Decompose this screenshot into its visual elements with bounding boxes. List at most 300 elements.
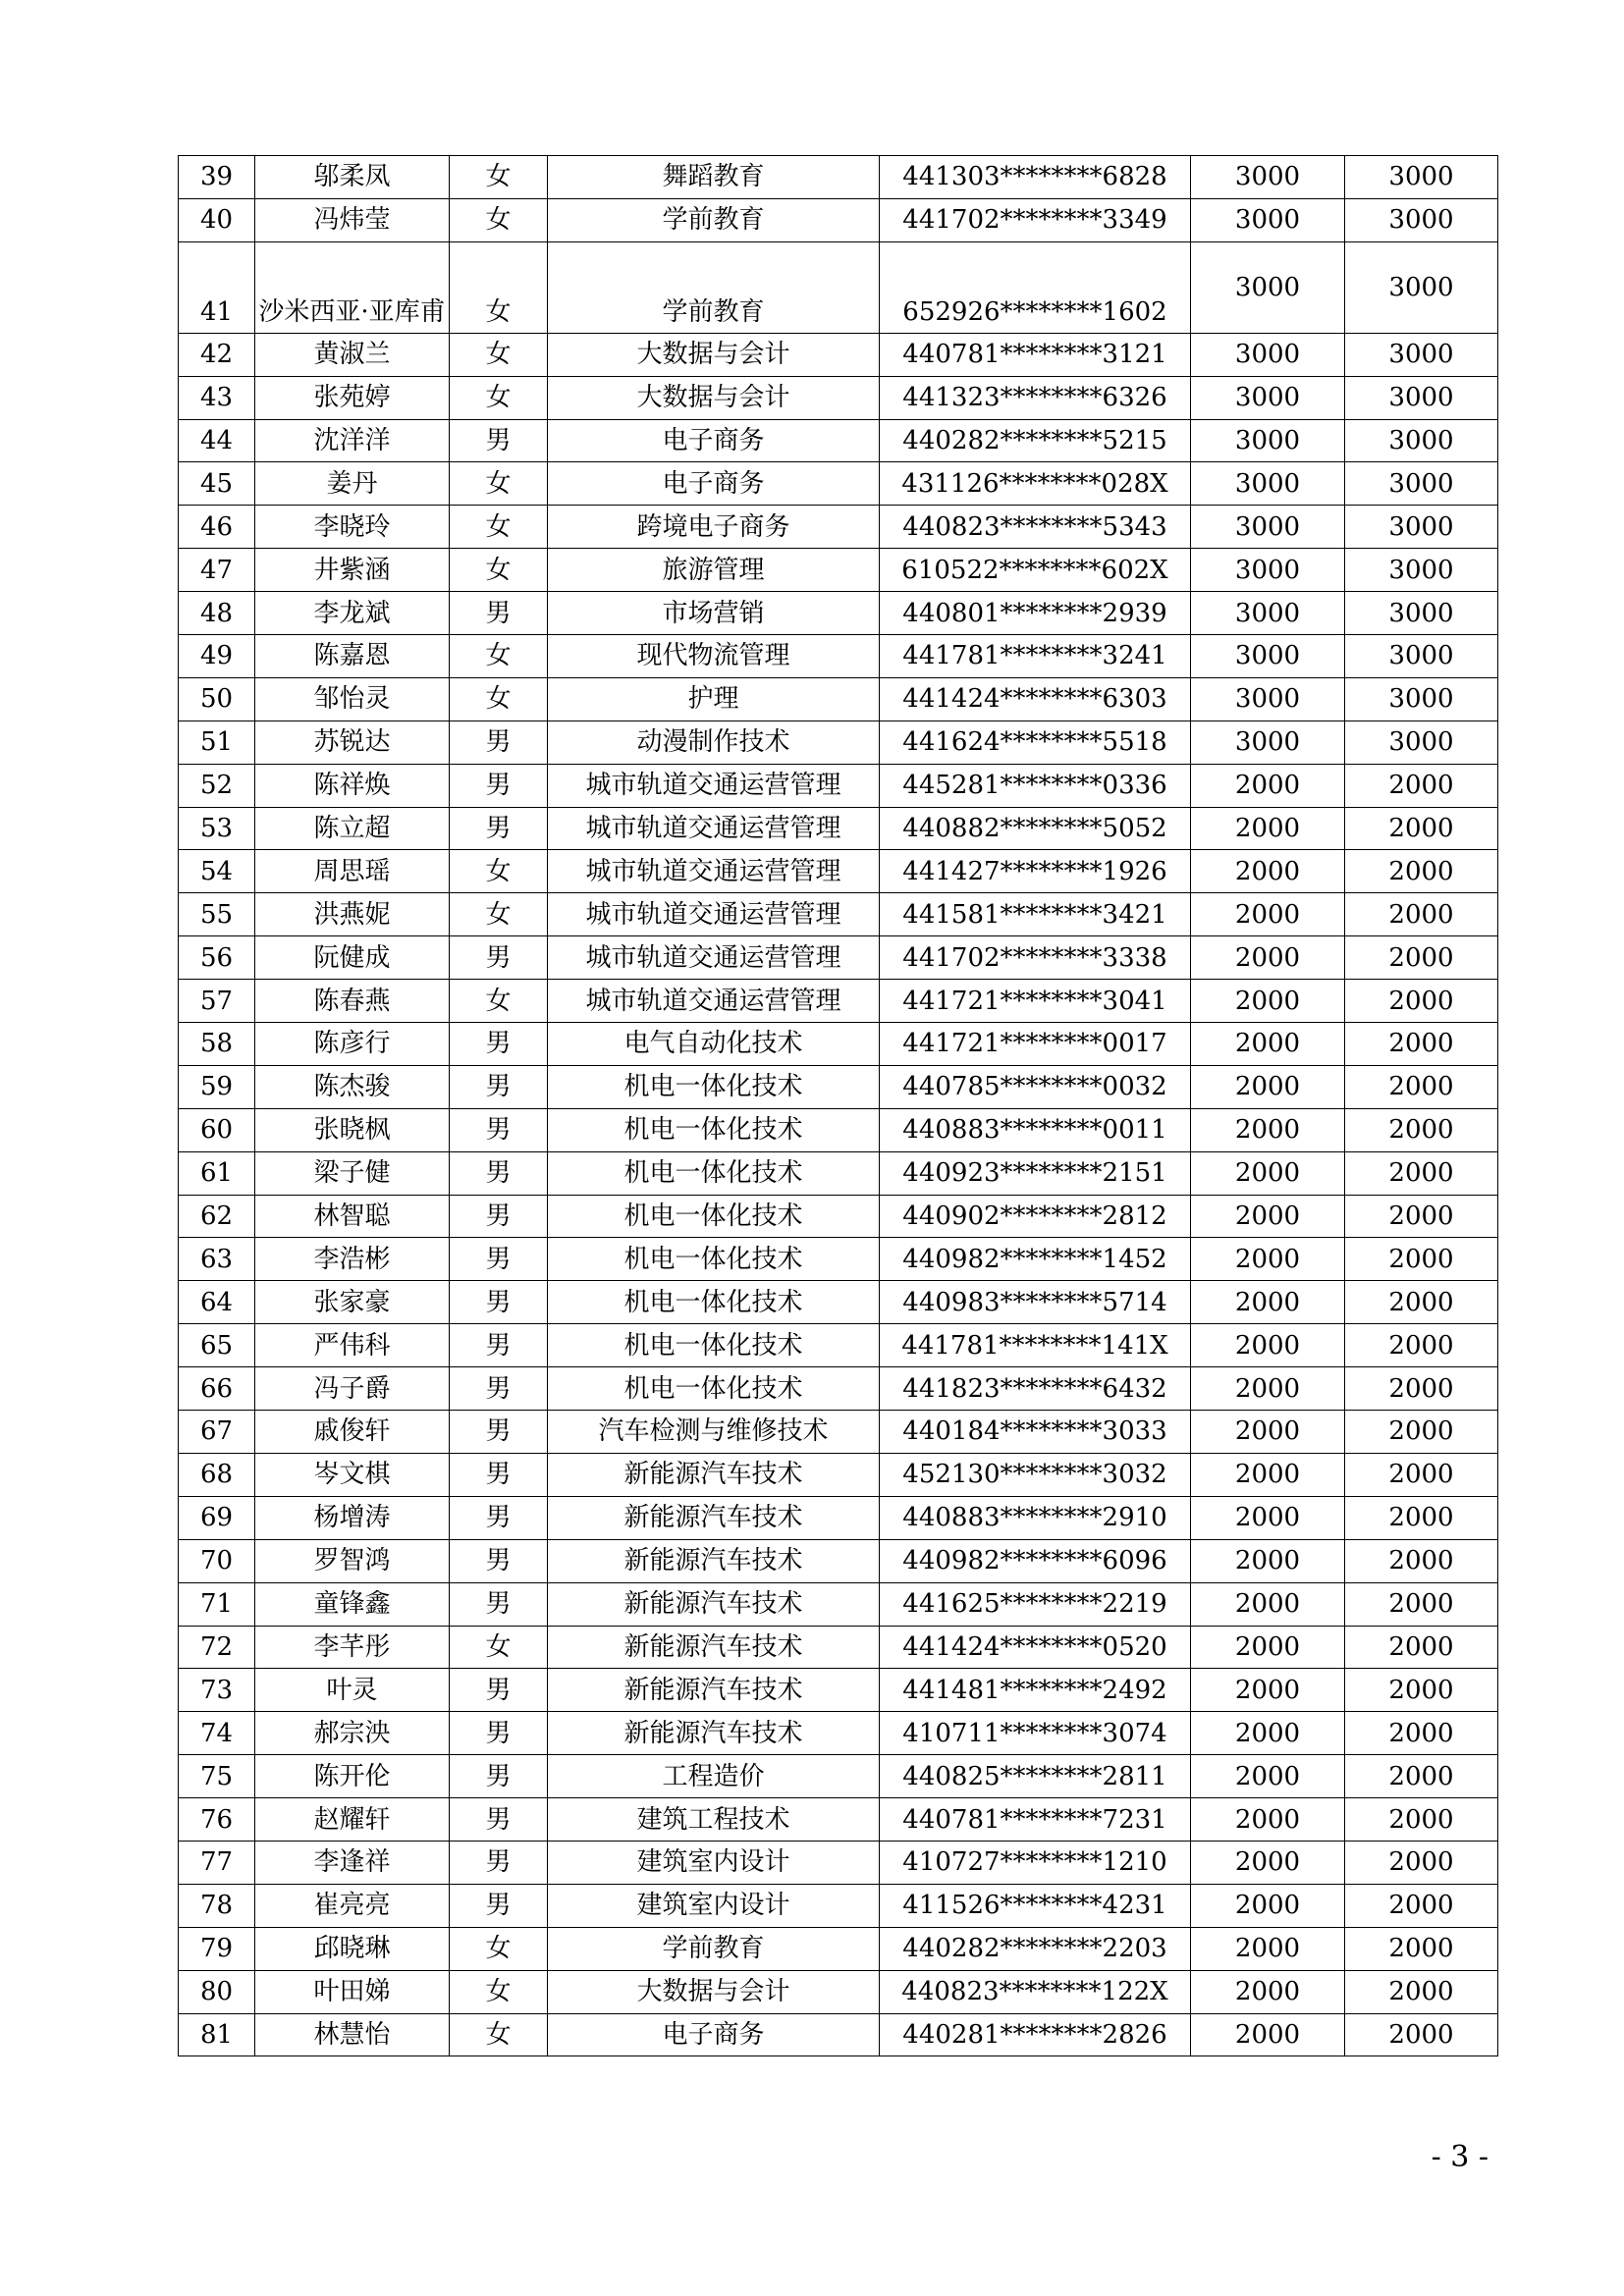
id-number-cell: 440823********122X: [880, 1970, 1191, 2013]
row-index-cell: 55: [179, 893, 255, 936]
id-number-cell: 440785********0032: [880, 1065, 1191, 1108]
student-name-cell: 李逢祥: [255, 1841, 450, 1884]
student-name-cell: 陈杰骏: [255, 1065, 450, 1108]
table-row: [179, 1453, 1498, 1496]
gender-cell: 男: [450, 1023, 548, 1066]
row-index-cell: 81: [179, 2013, 255, 2056]
amount-b-cell: 2000: [1345, 1023, 1498, 1066]
row-index-cell: 74: [179, 1712, 255, 1755]
major-cell: 新能源汽车技术: [548, 1453, 880, 1496]
id-number-cell: 441702********3349: [880, 198, 1191, 241]
student-name-cell: 陈春燕: [255, 980, 450, 1023]
student-name-cell: 阮健成: [255, 936, 450, 980]
id-number-cell: 445281********0336: [880, 764, 1191, 807]
amount-b-cell: 3000: [1345, 198, 1498, 241]
student-name-cell: 冯炜莹: [255, 198, 450, 241]
gender-cell: 男: [450, 1151, 548, 1195]
major-cell: 机电一体化技术: [548, 1195, 880, 1238]
amount-b-cell: 3000: [1345, 241, 1498, 333]
row-index-cell: 67: [179, 1411, 255, 1454]
id-number-cell: 440883********2910: [880, 1496, 1191, 1539]
table-row: [179, 1324, 1498, 1367]
major-cell: 机电一体化技术: [548, 1151, 880, 1195]
row-index-cell: 59: [179, 1065, 255, 1108]
id-number-cell: 440781********7231: [880, 1798, 1191, 1842]
gender-cell: 女: [450, 850, 548, 893]
row-index-cell: 66: [179, 1367, 255, 1411]
gender-cell: 女: [450, 549, 548, 592]
major-cell: 机电一体化技术: [548, 1281, 880, 1324]
student-name-cell: 戚俊轩: [255, 1411, 450, 1454]
major-cell: 旅游管理: [548, 549, 880, 592]
row-index-cell: 48: [179, 592, 255, 635]
gender-cell: 男: [450, 1195, 548, 1238]
table-row: [179, 807, 1498, 850]
gender-cell: 男: [450, 1065, 548, 1108]
major-cell: 电子商务: [548, 2013, 880, 2056]
row-index-cell: 42: [179, 333, 255, 376]
gender-cell: 男: [450, 936, 548, 980]
row-index-cell: 40: [179, 198, 255, 241]
row-index-cell: 73: [179, 1669, 255, 1712]
row-index-cell: 80: [179, 1970, 255, 2013]
id-number-cell: 441427********1926: [880, 850, 1191, 893]
table-row: [179, 893, 1498, 936]
gender-cell: 男: [450, 1496, 548, 1539]
amount-a-cell: 3000: [1191, 677, 1345, 721]
major-cell: 电气自动化技术: [548, 1023, 880, 1066]
amount-a-cell: 3000: [1191, 721, 1345, 764]
amount-a-cell: 2000: [1191, 936, 1345, 980]
gender-cell: 男: [450, 1108, 548, 1151]
amount-b-cell: 2000: [1345, 1669, 1498, 1712]
row-index-cell: 65: [179, 1324, 255, 1367]
row-index-cell: 53: [179, 807, 255, 850]
id-number-cell: 441323********6326: [880, 376, 1191, 419]
amount-b-cell: 2000: [1345, 1324, 1498, 1367]
major-cell: 城市轨道交通运营管理: [548, 980, 880, 1023]
major-cell: 大数据与会计: [548, 1970, 880, 2013]
table-row: [179, 635, 1498, 678]
row-index-cell: 62: [179, 1195, 255, 1238]
amount-a-cell: 2000: [1191, 1023, 1345, 1066]
student-name-cell: 张家豪: [255, 1281, 450, 1324]
table-row: [179, 1108, 1498, 1151]
row-index-cell: 75: [179, 1755, 255, 1798]
student-name-cell: 陈祥焕: [255, 764, 450, 807]
amount-a-cell: 2000: [1191, 807, 1345, 850]
id-number-cell: 441424********6303: [880, 677, 1191, 721]
table-row: [179, 1884, 1498, 1927]
major-cell: 新能源汽车技术: [548, 1712, 880, 1755]
gender-cell: 男: [450, 1841, 548, 1884]
student-name-cell: 林慧怡: [255, 2013, 450, 2056]
amount-a-cell: 3000: [1191, 592, 1345, 635]
id-number-cell: 440982********6096: [880, 1539, 1191, 1582]
row-index-cell: 77: [179, 1841, 255, 1884]
amount-a-cell: 3000: [1191, 419, 1345, 462]
amount-b-cell: 2000: [1345, 850, 1498, 893]
gender-cell: 男: [450, 1712, 548, 1755]
student-table-body: [179, 156, 1498, 2056]
row-index-cell: 44: [179, 419, 255, 462]
gender-cell: 男: [450, 1669, 548, 1712]
student-name-cell: 井紫涵: [255, 549, 450, 592]
student-name-cell: 邹怡灵: [255, 677, 450, 721]
id-number-cell: 440282********5215: [880, 419, 1191, 462]
amount-a-cell: 3000: [1191, 506, 1345, 549]
row-index-cell: 43: [179, 376, 255, 419]
student-name-cell: 邱晓琳: [255, 1927, 450, 1970]
table-row: [179, 980, 1498, 1023]
table-row: [179, 1669, 1498, 1712]
major-cell: 学前教育: [548, 198, 880, 241]
amount-b-cell: 2000: [1345, 1411, 1498, 1454]
table-row: [179, 1065, 1498, 1108]
major-cell: 建筑室内设计: [548, 1841, 880, 1884]
table-row: [179, 241, 1498, 333]
student-name-cell: 洪燕妮: [255, 893, 450, 936]
row-index-cell: 70: [179, 1539, 255, 1582]
amount-b-cell: 2000: [1345, 1798, 1498, 1842]
student-name-cell: 李龙斌: [255, 592, 450, 635]
table-row: [179, 1195, 1498, 1238]
student-name-cell: 张晓枫: [255, 1108, 450, 1151]
row-index-cell: 41: [179, 241, 255, 333]
major-cell: 动漫制作技术: [548, 721, 880, 764]
amount-a-cell: 3000: [1191, 549, 1345, 592]
amount-a-cell: 2000: [1191, 1712, 1345, 1755]
table-row: [179, 1626, 1498, 1669]
id-number-cell: 440883********0011: [880, 1108, 1191, 1151]
gender-cell: 男: [450, 1798, 548, 1842]
amount-a-cell: 2000: [1191, 893, 1345, 936]
student-name-cell: 陈嘉恩: [255, 635, 450, 678]
major-cell: 新能源汽车技术: [548, 1496, 880, 1539]
row-index-cell: 54: [179, 850, 255, 893]
table-row: [179, 419, 1498, 462]
id-number-cell: 410711********3074: [880, 1712, 1191, 1755]
gender-cell: 女: [450, 506, 548, 549]
amount-b-cell: 2000: [1345, 1712, 1498, 1755]
id-number-cell: 440823********5343: [880, 506, 1191, 549]
table-row: [179, 156, 1498, 199]
student-name-cell: 沙米西亚·亚库甫: [255, 241, 450, 333]
student-name-cell: 沈洋洋: [255, 419, 450, 462]
table-row: [179, 1151, 1498, 1195]
amount-a-cell: 3000: [1191, 333, 1345, 376]
table-row: [179, 333, 1498, 376]
row-index-cell: 71: [179, 1582, 255, 1626]
amount-a-cell: 2000: [1191, 850, 1345, 893]
major-cell: 新能源汽车技术: [548, 1626, 880, 1669]
table-row: [179, 1411, 1498, 1454]
major-cell: 护理: [548, 677, 880, 721]
row-index-cell: 76: [179, 1798, 255, 1842]
amount-b-cell: 2000: [1345, 1195, 1498, 1238]
id-number-cell: 441624********5518: [880, 721, 1191, 764]
table-row: [179, 850, 1498, 893]
row-index-cell: 68: [179, 1453, 255, 1496]
table-row: [179, 1023, 1498, 1066]
amount-b-cell: 2000: [1345, 1539, 1498, 1582]
gender-cell: 女: [450, 333, 548, 376]
amount-b-cell: 3000: [1345, 592, 1498, 635]
major-cell: 工程造价: [548, 1755, 880, 1798]
amount-a-cell: 2000: [1191, 1065, 1345, 1108]
amount-a-cell: 2000: [1191, 1496, 1345, 1539]
id-number-cell: 441721********3041: [880, 980, 1191, 1023]
table-row: [179, 764, 1498, 807]
major-cell: 新能源汽车技术: [548, 1582, 880, 1626]
student-name-cell: 严伟科: [255, 1324, 450, 1367]
student-name-cell: 陈立超: [255, 807, 450, 850]
table-row: [179, 1798, 1498, 1842]
student-name-cell: 杨增涛: [255, 1496, 450, 1539]
id-number-cell: 411526********4231: [880, 1884, 1191, 1927]
amount-a-cell: 3000: [1191, 635, 1345, 678]
amount-b-cell: 3000: [1345, 462, 1498, 506]
id-number-cell: 440923********2151: [880, 1151, 1191, 1195]
row-index-cell: 45: [179, 462, 255, 506]
table-row: [179, 721, 1498, 764]
student-name-cell: 周思瑶: [255, 850, 450, 893]
row-index-cell: 79: [179, 1927, 255, 1970]
major-cell: 机电一体化技术: [548, 1367, 880, 1411]
table-row: [179, 1281, 1498, 1324]
student-name-cell: 姜丹: [255, 462, 450, 506]
table-row: [179, 592, 1498, 635]
amount-a-cell: 2000: [1191, 1970, 1345, 2013]
row-index-cell: 57: [179, 980, 255, 1023]
id-number-cell: 440982********1452: [880, 1238, 1191, 1281]
gender-cell: 男: [450, 1884, 548, 1927]
amount-b-cell: 2000: [1345, 1927, 1498, 1970]
gender-cell: 女: [450, 462, 548, 506]
student-name-cell: 张苑婷: [255, 376, 450, 419]
amount-b-cell: 2000: [1345, 1108, 1498, 1151]
amount-b-cell: 2000: [1345, 936, 1498, 980]
table-row: [179, 1539, 1498, 1582]
amount-b-cell: 3000: [1345, 635, 1498, 678]
amount-b-cell: 2000: [1345, 2013, 1498, 2056]
amount-b-cell: 2000: [1345, 980, 1498, 1023]
major-cell: 舞蹈教育: [548, 156, 880, 199]
student-name-cell: 李晓玲: [255, 506, 450, 549]
student-name-cell: 林智聪: [255, 1195, 450, 1238]
amount-a-cell: 2000: [1191, 1927, 1345, 1970]
table-row: [179, 1927, 1498, 1970]
student-name-cell: 李浩彬: [255, 1238, 450, 1281]
amount-b-cell: 2000: [1345, 1367, 1498, 1411]
student-name-cell: 罗智鸿: [255, 1539, 450, 1582]
amount-a-cell: 2000: [1191, 2013, 1345, 2056]
major-cell: 城市轨道交通运营管理: [548, 850, 880, 893]
row-index-cell: 50: [179, 677, 255, 721]
table-row: [179, 936, 1498, 980]
id-number-cell: 441303********6828: [880, 156, 1191, 199]
row-index-cell: 69: [179, 1496, 255, 1539]
gender-cell: 男: [450, 1367, 548, 1411]
amount-a-cell: 3000: [1191, 241, 1345, 333]
row-index-cell: 58: [179, 1023, 255, 1066]
table-row: [179, 1496, 1498, 1539]
id-number-cell: 440281********2826: [880, 2013, 1191, 2056]
major-cell: 跨境电子商务: [548, 506, 880, 549]
table-row: [179, 198, 1498, 241]
gender-cell: 女: [450, 376, 548, 419]
amount-b-cell: 2000: [1345, 1755, 1498, 1798]
gender-cell: 男: [450, 1582, 548, 1626]
amount-a-cell: 2000: [1191, 1324, 1345, 1367]
amount-a-cell: 3000: [1191, 156, 1345, 199]
gender-cell: 女: [450, 677, 548, 721]
gender-cell: 女: [450, 156, 548, 199]
major-cell: 城市轨道交通运营管理: [548, 764, 880, 807]
amount-b-cell: 2000: [1345, 1582, 1498, 1626]
major-cell: 建筑室内设计: [548, 1884, 880, 1927]
gender-cell: 男: [450, 1411, 548, 1454]
student-name-cell: 李芊彤: [255, 1626, 450, 1669]
amount-b-cell: 2000: [1345, 1281, 1498, 1324]
gender-cell: 男: [450, 1281, 548, 1324]
id-number-cell: 610522********602X: [880, 549, 1191, 592]
major-cell: 现代物流管理: [548, 635, 880, 678]
amount-a-cell: 2000: [1191, 1238, 1345, 1281]
id-number-cell: 652926********1602: [880, 241, 1191, 333]
major-cell: 城市轨道交通运营管理: [548, 893, 880, 936]
row-index-cell: 78: [179, 1884, 255, 1927]
major-cell: 机电一体化技术: [548, 1238, 880, 1281]
student-name-cell: 黄淑兰: [255, 333, 450, 376]
student-name-cell: 叶灵: [255, 1669, 450, 1712]
student-name-cell: 梁子健: [255, 1151, 450, 1195]
gender-cell: 男: [450, 1755, 548, 1798]
amount-a-cell: 2000: [1191, 1798, 1345, 1842]
student-name-cell: 郝宗泱: [255, 1712, 450, 1755]
amount-a-cell: 2000: [1191, 1755, 1345, 1798]
student-name-cell: 陈开伦: [255, 1755, 450, 1798]
id-number-cell: 441424********0520: [880, 1626, 1191, 1669]
gender-cell: 男: [450, 721, 548, 764]
amount-a-cell: 2000: [1191, 1884, 1345, 1927]
row-index-cell: 51: [179, 721, 255, 764]
id-number-cell: 410727********1210: [880, 1841, 1191, 1884]
table-row: [179, 1582, 1498, 1626]
amount-b-cell: 3000: [1345, 333, 1498, 376]
major-cell: 机电一体化技术: [548, 1108, 880, 1151]
row-index-cell: 63: [179, 1238, 255, 1281]
major-cell: 汽车检测与维修技术: [548, 1411, 880, 1454]
amount-b-cell: 2000: [1345, 1496, 1498, 1539]
amount-a-cell: 3000: [1191, 376, 1345, 419]
major-cell: 机电一体化技术: [548, 1324, 880, 1367]
row-index-cell: 39: [179, 156, 255, 199]
id-number-cell: 440902********2812: [880, 1195, 1191, 1238]
table-row: [179, 1238, 1498, 1281]
id-number-cell: 441721********0017: [880, 1023, 1191, 1066]
amount-b-cell: 3000: [1345, 549, 1498, 592]
gender-cell: 女: [450, 980, 548, 1023]
row-index-cell: 60: [179, 1108, 255, 1151]
student-name-cell: 苏锐达: [255, 721, 450, 764]
gender-cell: 女: [450, 893, 548, 936]
student-name-cell: 岑文棋: [255, 1453, 450, 1496]
amount-a-cell: 2000: [1191, 1582, 1345, 1626]
gender-cell: 男: [450, 1324, 548, 1367]
major-cell: 大数据与会计: [548, 333, 880, 376]
row-index-cell: 61: [179, 1151, 255, 1195]
id-number-cell: 441781********141X: [880, 1324, 1191, 1367]
amount-a-cell: 2000: [1191, 1669, 1345, 1712]
amount-b-cell: 3000: [1345, 156, 1498, 199]
id-number-cell: 440184********3033: [880, 1411, 1191, 1454]
amount-b-cell: 2000: [1345, 1238, 1498, 1281]
gender-cell: 女: [450, 1927, 548, 1970]
gender-cell: 男: [450, 764, 548, 807]
gender-cell: 男: [450, 807, 548, 850]
id-number-cell: 441581********3421: [880, 893, 1191, 936]
student-table: [178, 155, 1498, 2056]
amount-a-cell: 3000: [1191, 198, 1345, 241]
id-number-cell: 441481********2492: [880, 1669, 1191, 1712]
amount-a-cell: 2000: [1191, 1626, 1345, 1669]
student-name-cell: 叶田娣: [255, 1970, 450, 2013]
major-cell: 新能源汽车技术: [548, 1669, 880, 1712]
major-cell: 城市轨道交通运营管理: [548, 936, 880, 980]
id-number-cell: 440801********2939: [880, 592, 1191, 635]
gender-cell: 女: [450, 2013, 548, 2056]
table-row: [179, 462, 1498, 506]
major-cell: 市场营销: [548, 592, 880, 635]
id-number-cell: 441823********6432: [880, 1367, 1191, 1411]
id-number-cell: 440825********2811: [880, 1755, 1191, 1798]
amount-b-cell: 2000: [1345, 1065, 1498, 1108]
student-name-cell: 冯子爵: [255, 1367, 450, 1411]
student-name-cell: 童锋鑫: [255, 1582, 450, 1626]
student-name-cell: 邬柔凤: [255, 156, 450, 199]
student-name-cell: 崔亮亮: [255, 1884, 450, 1927]
table-row: [179, 2013, 1498, 2056]
table-row: [179, 376, 1498, 419]
amount-a-cell: 2000: [1191, 1411, 1345, 1454]
amount-b-cell: 3000: [1345, 376, 1498, 419]
amount-b-cell: 2000: [1345, 1151, 1498, 1195]
table-row: [179, 1841, 1498, 1884]
amount-b-cell: 3000: [1345, 419, 1498, 462]
gender-cell: 男: [450, 592, 548, 635]
table-row: [179, 549, 1498, 592]
amount-a-cell: 2000: [1191, 980, 1345, 1023]
page-number: - 3 -: [1431, 2140, 1489, 2174]
amount-a-cell: 2000: [1191, 764, 1345, 807]
major-cell: 新能源汽车技术: [548, 1539, 880, 1582]
row-index-cell: 72: [179, 1626, 255, 1669]
row-index-cell: 47: [179, 549, 255, 592]
major-cell: 电子商务: [548, 462, 880, 506]
id-number-cell: 440983********5714: [880, 1281, 1191, 1324]
amount-b-cell: 3000: [1345, 677, 1498, 721]
gender-cell: 女: [450, 241, 548, 333]
gender-cell: 女: [450, 635, 548, 678]
gender-cell: 男: [450, 1453, 548, 1496]
row-index-cell: 64: [179, 1281, 255, 1324]
major-cell: 学前教育: [548, 241, 880, 333]
id-number-cell: 441781********3241: [880, 635, 1191, 678]
id-number-cell: 440882********5052: [880, 807, 1191, 850]
row-index-cell: 56: [179, 936, 255, 980]
id-number-cell: 441625********2219: [880, 1582, 1191, 1626]
